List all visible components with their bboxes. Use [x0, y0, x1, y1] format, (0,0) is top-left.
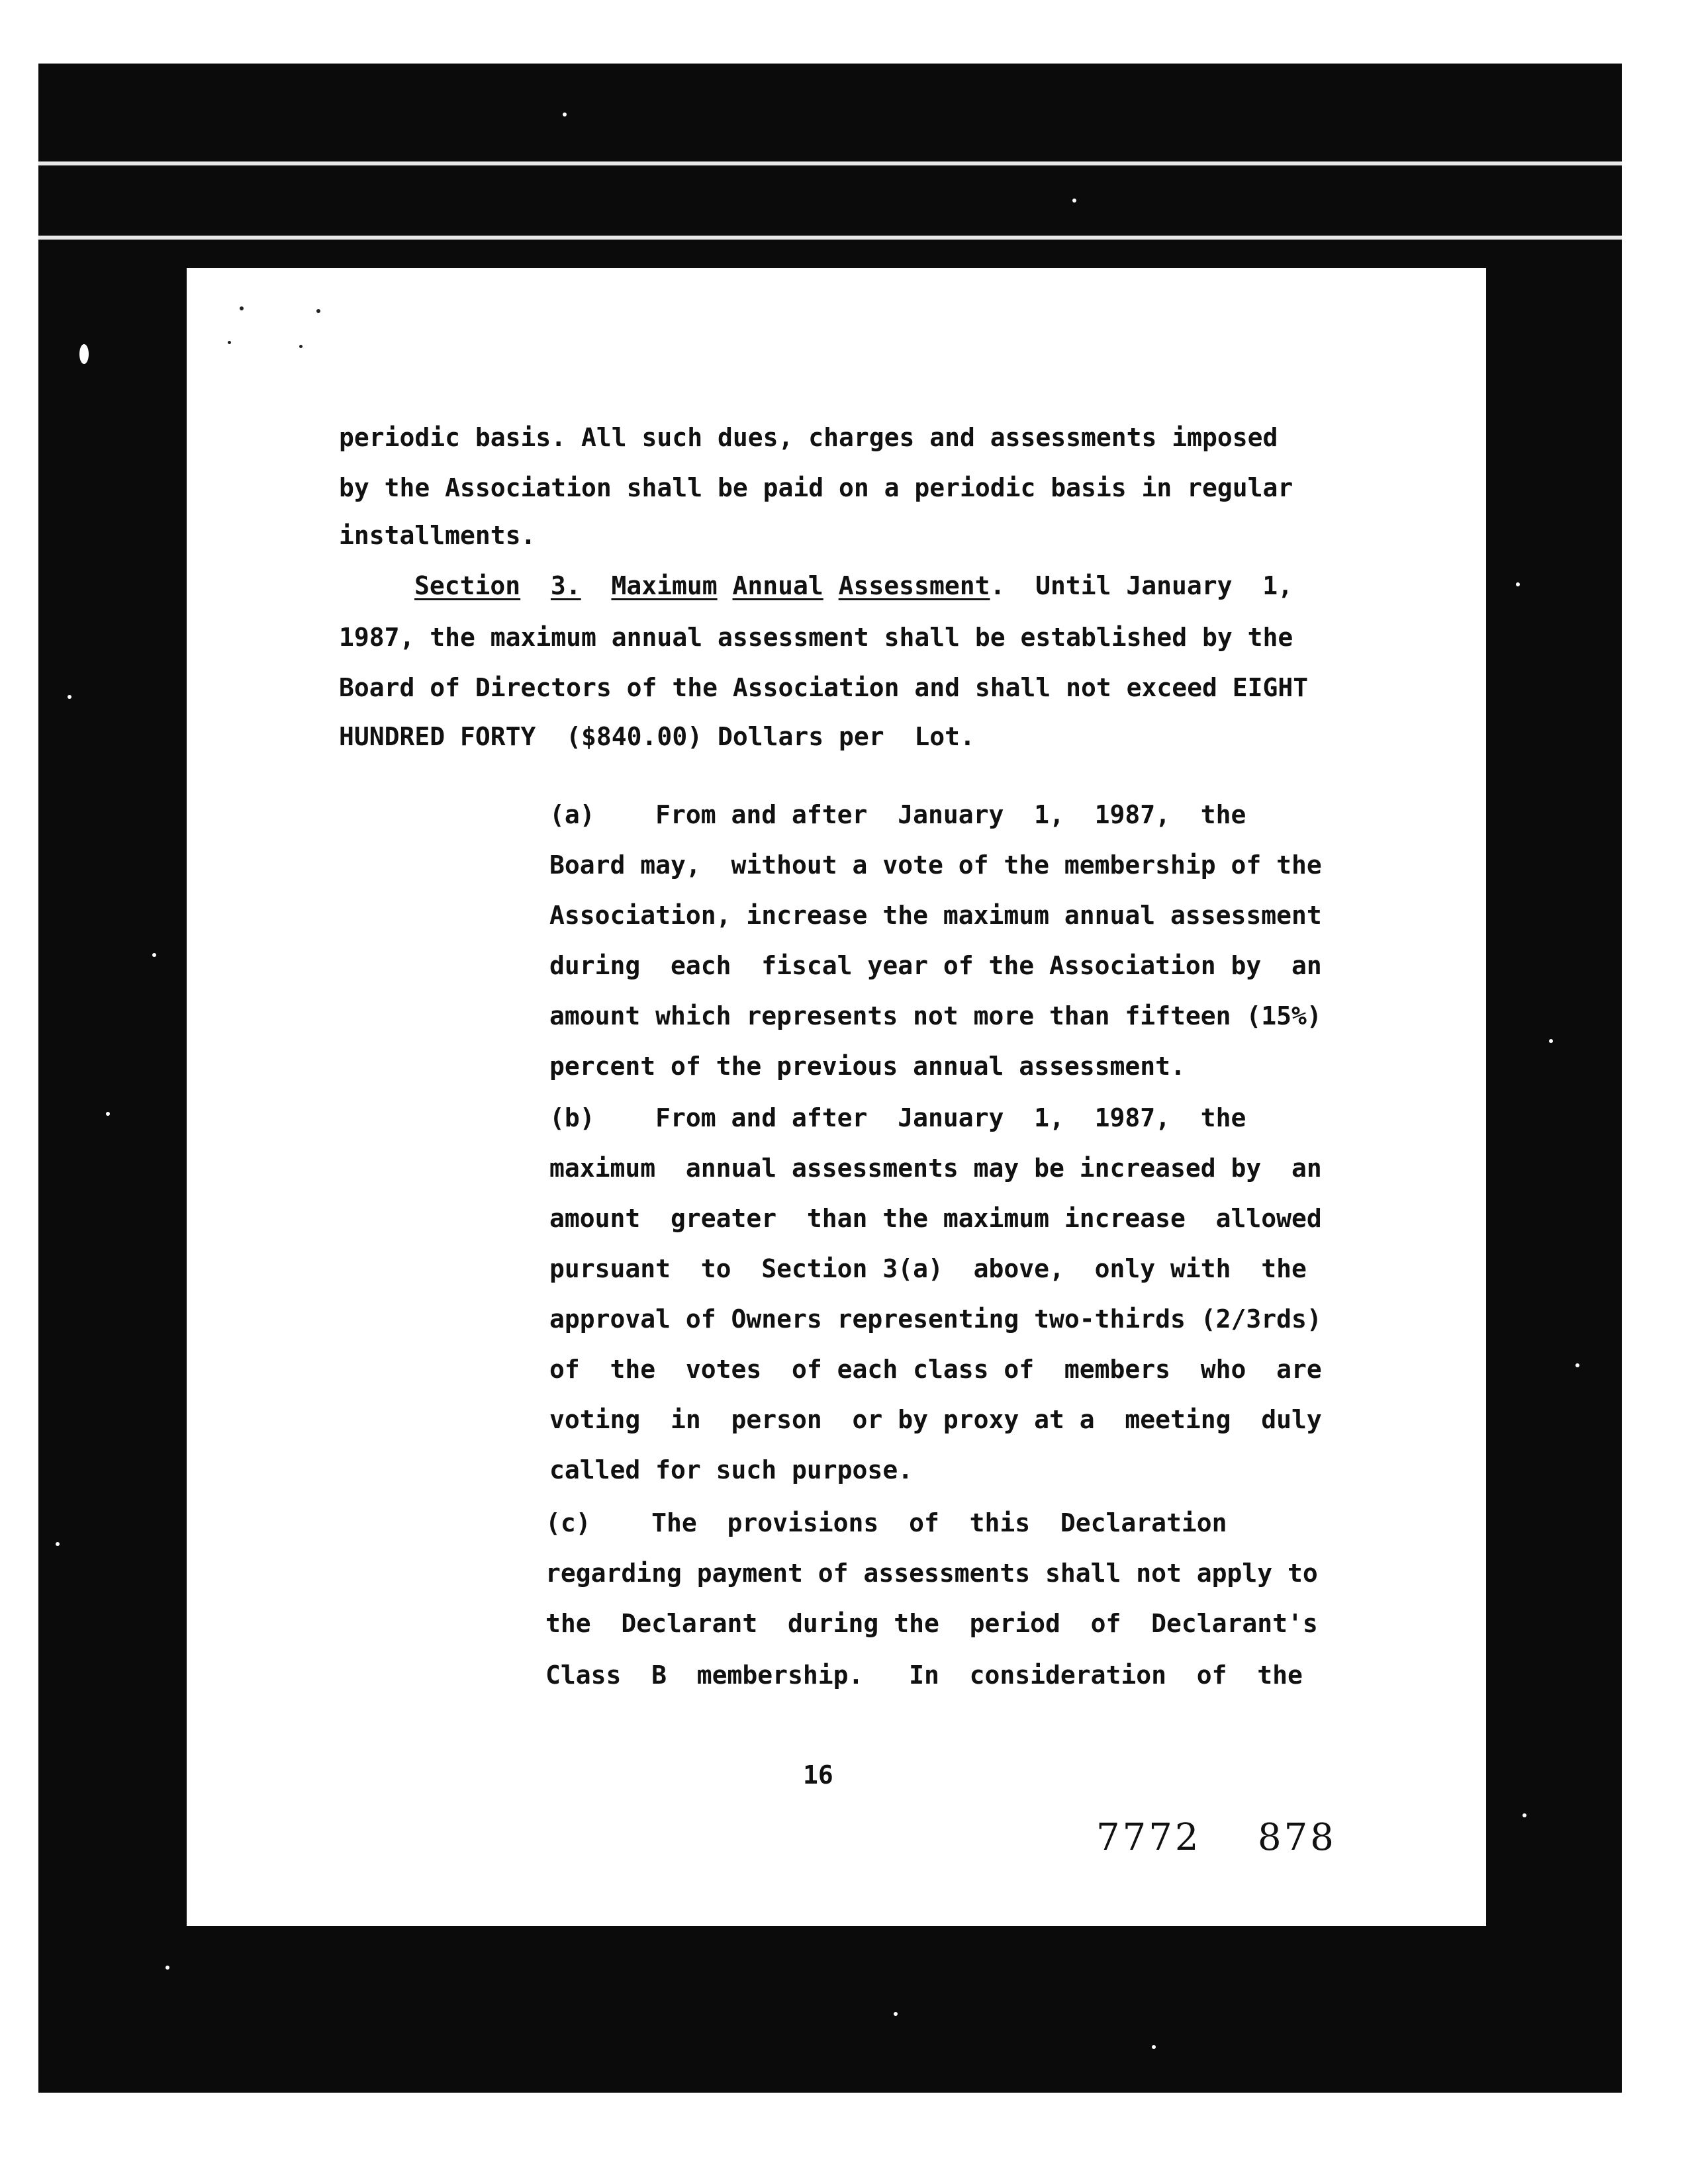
scan-rule-bottom — [38, 236, 1622, 240]
subsection-a-line: Association, increase the maximum annual assessment — [549, 901, 1322, 930]
subsection-b-line: amount greater than the maximum increase allowed — [549, 1204, 1322, 1233]
paragraph-line — [339, 475, 1332, 500]
line-text: by the Association shall be paid on a periodic basis in regular — [339, 473, 1293, 502]
section-label: Section — [414, 571, 521, 600]
scan-speck — [563, 113, 567, 116]
scan-speck — [152, 953, 156, 957]
line-text: 1987, the maximum annual assessment shall be established by the — [339, 623, 1293, 652]
scan-speck — [1072, 199, 1076, 203]
subsection-a-line: amount which represents not more than fifteen (15%) — [549, 1001, 1322, 1030]
subsection-b-line: (b) From and after January 1, 1987, the — [549, 1103, 1246, 1132]
page-number: 16 — [803, 1760, 833, 1790]
paragraph-line — [339, 675, 1332, 700]
subsection-c-line: (c) The provisions of this Declaration — [545, 1508, 1227, 1537]
subsection-b-line: pursuant to Section 3(a) above, only with the — [549, 1254, 1307, 1283]
subsection-b-line: voting in person or by proxy at a meeting duly — [549, 1405, 1322, 1434]
book-number: 7772 — [1096, 1816, 1201, 1859]
subsection-b-line: maximum annual assessments may be increased by an — [549, 1154, 1322, 1183]
scan-speck — [894, 2012, 898, 2016]
subsection-a-line: (a) From and after January 1, 1987, the — [549, 800, 1246, 829]
paragraph-line: HUNDRED FORTY ($840.00) Dollars per Lot. — [339, 722, 975, 751]
paragraph-line — [339, 425, 1332, 450]
section-title-word: Maximum — [611, 571, 718, 600]
paper-speck — [240, 306, 244, 310]
scan-speck — [165, 1966, 169, 1970]
section-number: 3. — [550, 571, 581, 600]
section-title-word: Annual — [732, 571, 823, 600]
subsection-a-line: Board may, without a vote of the membership of the — [549, 850, 1322, 880]
paper-speck — [316, 309, 320, 313]
section-heading-line — [414, 573, 1293, 598]
subsection-b-line: of the votes of each class of members who are — [549, 1355, 1322, 1384]
scan-speck — [79, 344, 89, 364]
section-text: Until January 1, — [1035, 571, 1293, 600]
scan-speck — [1516, 582, 1520, 586]
section-title-word: Assessment — [838, 571, 990, 600]
paper-speck — [228, 341, 231, 344]
subsection-a-line: percent of the previous annual assessment. — [549, 1052, 1186, 1081]
paper-speck — [299, 345, 303, 348]
subsection-b-line: approval of Owners representing two-thirds (2/3rds) — [549, 1304, 1322, 1334]
subsection-c-line: the Declarant during the period of Declarant's — [545, 1609, 1318, 1638]
scan-speck — [1575, 1363, 1579, 1367]
line-text: periodic basis. All such dues, charges and assessments imposed — [339, 423, 1278, 452]
scan-rule-top — [38, 161, 1622, 165]
scan-speck — [106, 1112, 110, 1116]
subsection-a-line: during each fiscal year of the Association by an — [549, 951, 1322, 980]
scan-speck — [68, 695, 71, 699]
paragraph-line: installments. — [339, 521, 536, 550]
subsection-c-line: Class B membership. In consideration of the — [545, 1661, 1303, 1690]
section-title-period: . — [990, 571, 1006, 600]
scan-speck — [56, 1542, 60, 1546]
scan-speck — [1152, 2045, 1156, 2049]
paragraph-line — [339, 625, 1332, 650]
subsection-c-line: regarding payment of assessments shall not apply to — [545, 1559, 1318, 1588]
book-page-number: 878 — [1258, 1816, 1336, 1859]
subsection-b-line: called for such purpose. — [549, 1455, 914, 1484]
line-text: Board of Directors of the Association and shall not exceed EIGHT — [339, 673, 1309, 702]
scan-speck — [1523, 1813, 1526, 1817]
scan-speck — [1549, 1039, 1553, 1043]
